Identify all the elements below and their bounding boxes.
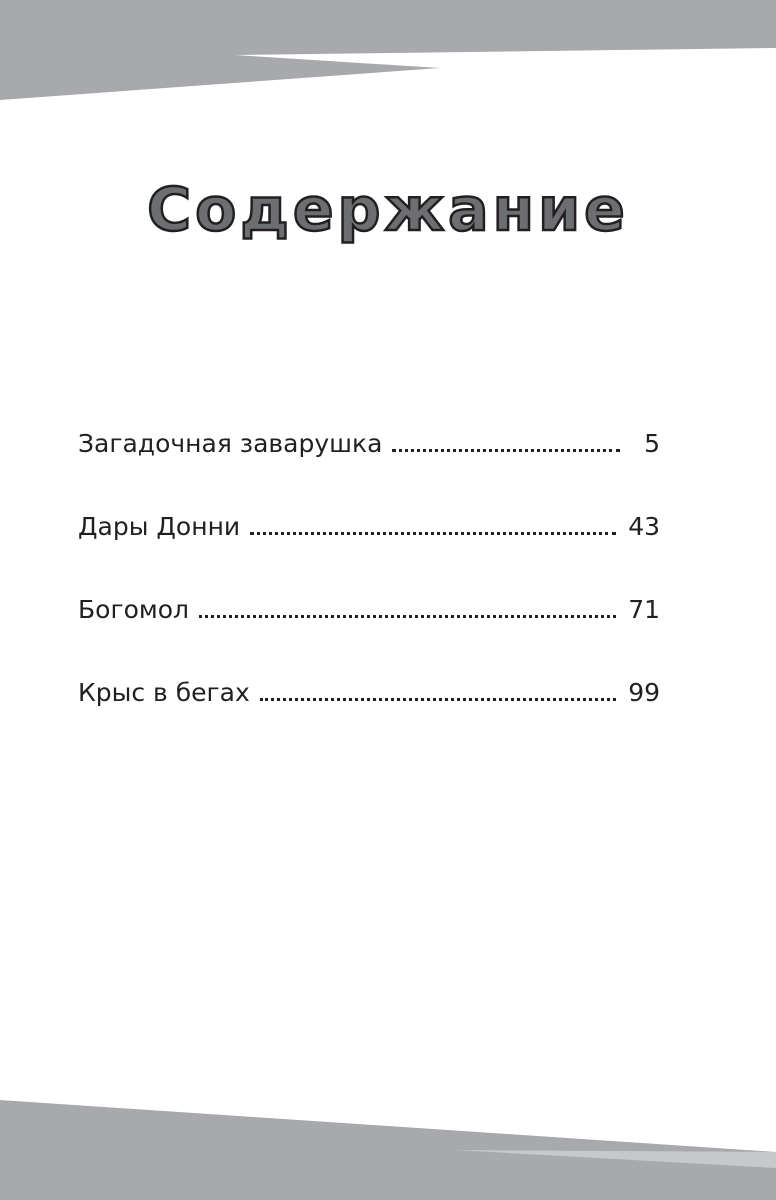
page-title: Содержание bbox=[147, 175, 629, 245]
toc-entry-page: 71 bbox=[628, 595, 660, 624]
toc-entry-label: Загадочная заварушка bbox=[78, 429, 383, 458]
toc-leader-dots bbox=[392, 449, 620, 452]
toc-entry-page: 99 bbox=[628, 678, 660, 707]
toc-leader-dots bbox=[199, 615, 616, 618]
toc-entry bbox=[78, 507, 660, 590]
top-banner-shape bbox=[0, 0, 776, 110]
toc-entry-page: 43 bbox=[628, 512, 660, 541]
toc-entry bbox=[78, 424, 660, 507]
bottom-banner-shape bbox=[0, 1090, 776, 1200]
toc-entry-label: Богомол bbox=[78, 595, 190, 624]
toc-entry-page: 5 bbox=[644, 429, 660, 458]
toc-entry bbox=[78, 590, 660, 673]
table-of-contents bbox=[78, 424, 660, 756]
toc-entry-label: Крыс в бегах bbox=[78, 678, 250, 707]
toc-entry-label: Дары Донни bbox=[78, 512, 241, 541]
toc-entry bbox=[78, 673, 660, 756]
toc-leader-dots bbox=[260, 698, 616, 701]
toc-leader-dots bbox=[250, 532, 616, 535]
